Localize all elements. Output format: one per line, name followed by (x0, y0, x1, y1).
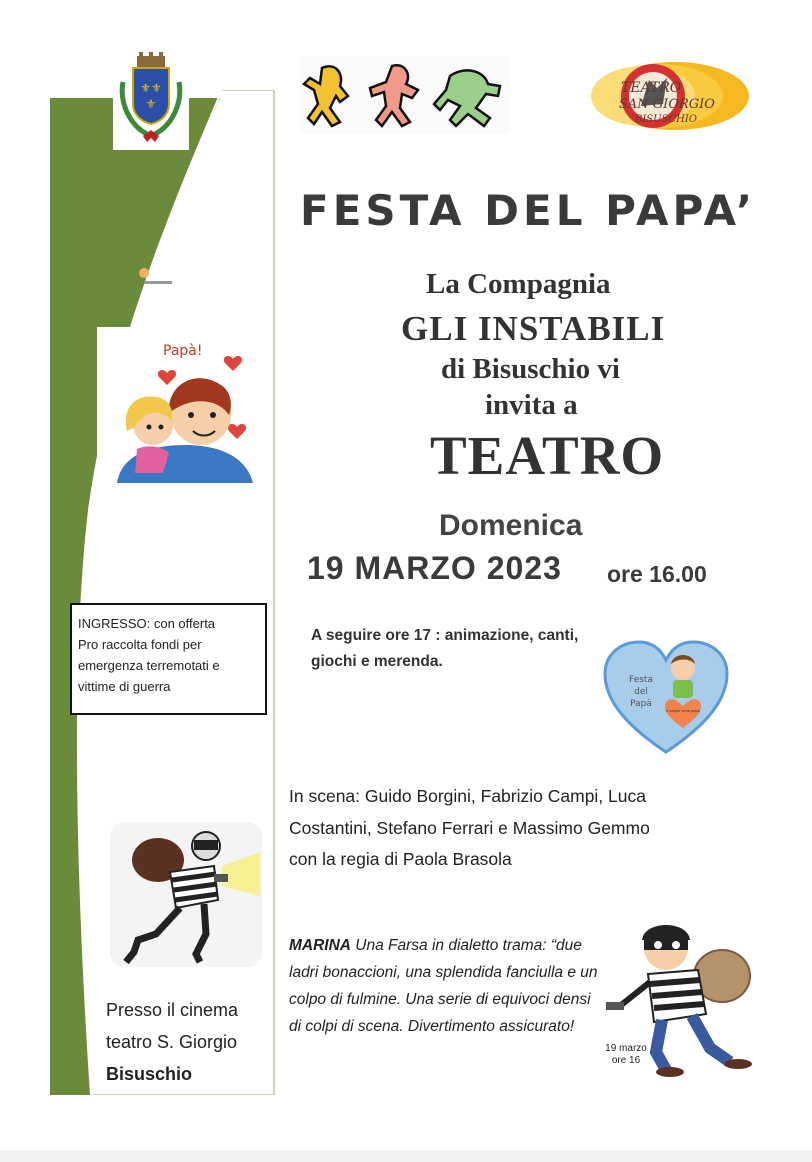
thief-with-flashlight-icon (110, 822, 262, 967)
svg-text:⚜⚜: ⚜⚜ (140, 81, 162, 95)
poster-title: FESTA DEL PAPA’ (300, 186, 757, 235)
venue-line1: Presso il cinema (106, 1000, 239, 1020)
entry-line: vittime di guerra (78, 679, 171, 694)
cast-line: Costantini, Stefano Ferrari e Massimo Gemmo (289, 817, 650, 838)
cast-credits (289, 781, 729, 876)
heart-text2: del (634, 687, 648, 697)
entry-info-box (70, 603, 267, 715)
heart-inner-text: ti voglio bene papà (666, 709, 700, 713)
mini-date: 19 marzo (605, 1043, 647, 1054)
heart-text1: Festa (629, 675, 653, 685)
company-name: GLI INSTABILI (401, 309, 666, 348)
venue-info (106, 994, 266, 1090)
entry-line: Pro raccolta fondi per (78, 637, 202, 652)
invite-text: invita a (485, 389, 578, 421)
event-date: 19 MARZO 2023 (307, 550, 562, 586)
theatre-logo-text2: SAN GIORGIO (619, 97, 715, 112)
mini-date-label (601, 1043, 651, 1067)
company-place: di Bisuschio vi (441, 353, 620, 385)
play-title: MARINA (289, 937, 351, 954)
heart-boy-icon (603, 640, 729, 755)
svg-text:⚜: ⚜ (145, 97, 157, 111)
entry-line: emergenza terremotati e (78, 658, 220, 673)
venue-line2: teatro S. Giorgio (106, 1032, 238, 1052)
papa-caption: Papà! (163, 343, 203, 359)
play-description (289, 932, 601, 1040)
venue-town: Bisuschio (106, 1064, 193, 1084)
father-daughter-icon (97, 327, 273, 483)
followup-activities: A seguire ore 17 : animazione, canti, giochi e merenda. (311, 627, 579, 670)
heart-text3: Papà (630, 699, 652, 709)
dancing-figures-icon (300, 56, 510, 134)
theatre-logo-text1: TEATRO (621, 80, 682, 96)
event-day: Domenica (439, 509, 583, 542)
cast-line: In scena: Guido Borgini, Fabrizio Campi, Luca (289, 786, 646, 806)
event-type: TEATRO (430, 425, 665, 486)
event-time: ore 16.00 (607, 561, 707, 587)
bottom-strip (0, 1150, 812, 1162)
theatre-logo-icon (563, 58, 751, 134)
entry-line: INGRESSO: con offerta (78, 616, 216, 631)
play-text: Una Farsa in dialetto trama: “due ladri bonaccioni, una splendida fanciulla e un colpo di fulmine. Una serie di equivoci densi di colpi di scena. Divertimento assicurato! (289, 937, 598, 1035)
mini-time: ore 16 (611, 1055, 641, 1066)
theatre-logo-text3: BISUSCHIO (635, 114, 697, 125)
town-crest-icon (113, 52, 189, 150)
company-intro: La Compagnia (426, 268, 611, 300)
cast-line: con la regia di Paola Brasola (289, 849, 512, 869)
